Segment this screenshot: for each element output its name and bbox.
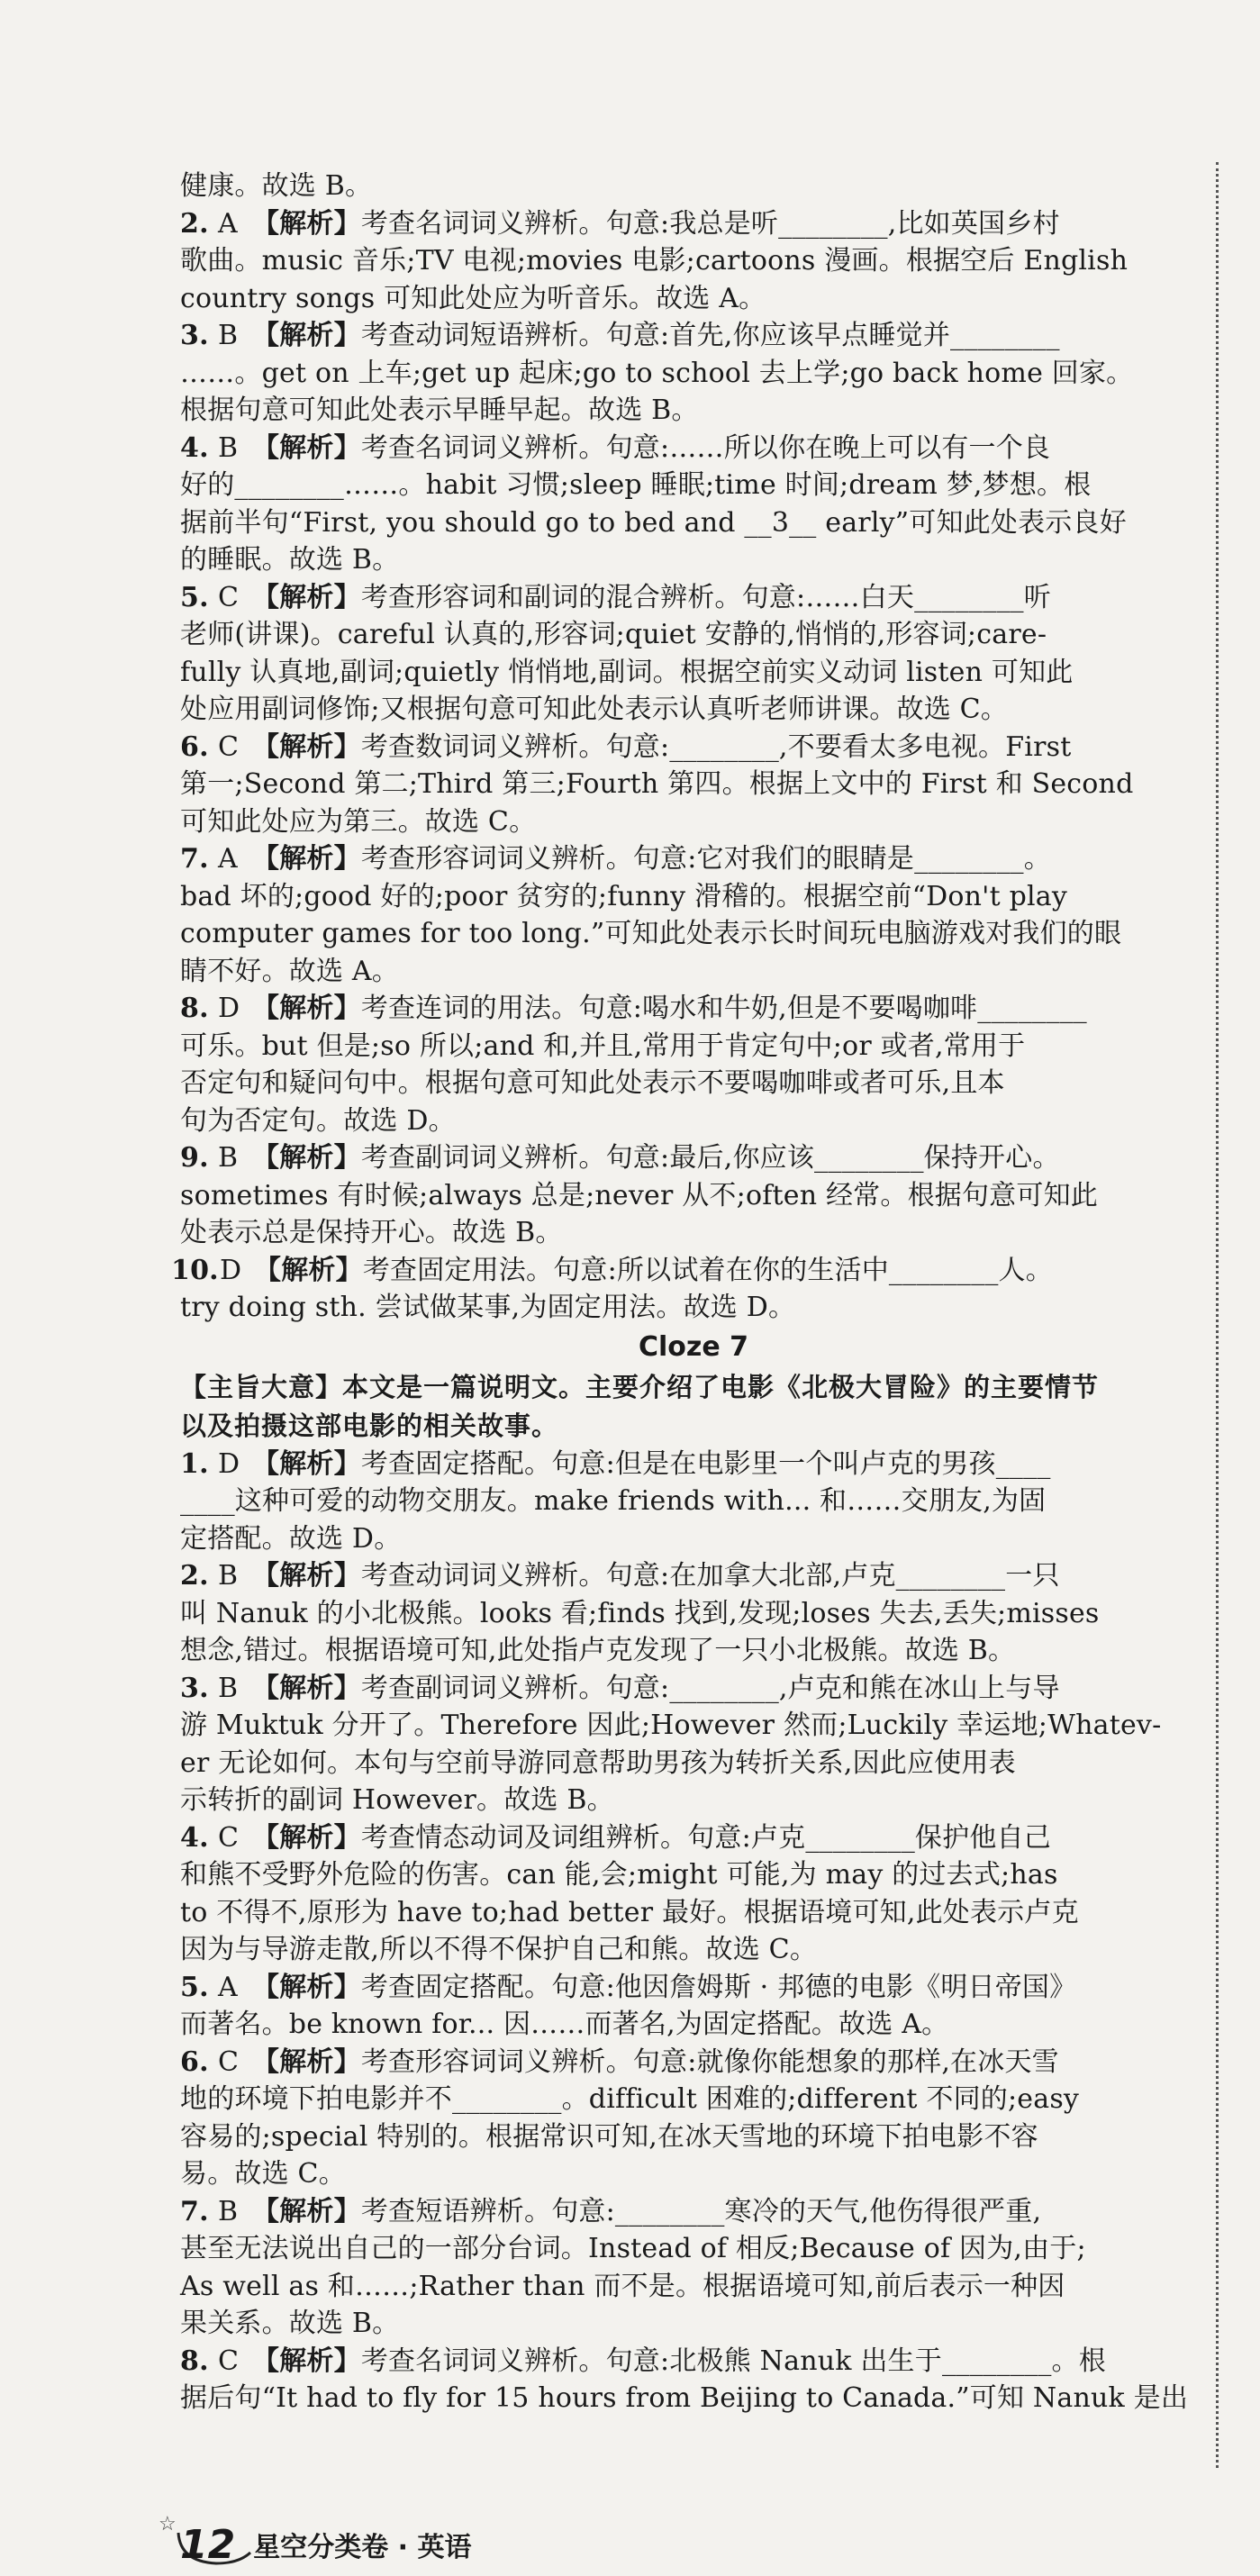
- item-number: 3.: [180, 320, 209, 351]
- answer-item-line: [180, 467, 1207, 504]
- cloze7-answers: [180, 1446, 1207, 2417]
- explanation-text: bad 坏的;good 好的;poor 贫穷的;funny 滑稽的。根据空前“Don't play: [180, 880, 1068, 912]
- answer-item-line: [180, 1214, 1207, 1252]
- item-answer-letter: C: [218, 2045, 240, 2078]
- explanation-text: 可知此处应为第三。故选 C。: [180, 805, 537, 838]
- explanation-text: 【解析】考查固定搭配。句意:他因詹姆斯 · 邦德的电影《明日帝国》: [252, 1971, 1077, 2003]
- analysis-tag: 【解析】: [252, 843, 361, 875]
- explanation-text: 【解析】考查动词短语辨析。句意:首先,你应该早点睡觉并________: [252, 320, 1060, 351]
- item-answer-letter: B: [218, 431, 239, 464]
- answer-item-line: [180, 355, 1207, 393]
- explanation-text: 【解析】考查名词词义辨析。句意:我总是听________,比如英国乡村: [252, 207, 1060, 240]
- analysis-tag: 【解析】: [252, 1672, 361, 1704]
- cloze6-answers: [171, 205, 1207, 1327]
- explanation-text: 处表示总是保持开心。故选 B。: [180, 1217, 563, 1248]
- answer-item-line: [180, 691, 1207, 729]
- explanation-text: 【解析】考查名词词义辨析。句意:……所以你在晚上可以有一个良: [252, 431, 1051, 464]
- analysis-tag: 【解析】: [252, 1560, 361, 1592]
- explanation-text: 可乐。but 但是;so 所以;and 和,并且,常用于肯定句中;or 或者,常用于: [180, 1029, 1026, 1062]
- explanation-text: 和熊不受野外危险的伤害。can 能,会;might 可能,为 may 的过去式;has: [180, 1859, 1058, 1891]
- answer-item-line: [180, 1102, 1207, 1140]
- item-number: 1.: [180, 1447, 209, 1480]
- answer-item-line: [180, 1632, 1207, 1670]
- item-answer-letter: C: [218, 581, 240, 613]
- answer-content: [171, 168, 1207, 2417]
- answer-item-first-line: [180, 2044, 1207, 2082]
- answer-item-line: [180, 2268, 1207, 2306]
- explanation-text: 想念,错过。根据语境可知,此处指卢克发现了一只小北极熊。故选 B。: [180, 1635, 1016, 1666]
- answer-item-first-line: [180, 2343, 1207, 2381]
- book-title: 星空分类卷 · 英语: [253, 2532, 472, 2563]
- item-number: 8.: [180, 993, 209, 1024]
- answer-item-line: [180, 2305, 1207, 2343]
- explanation-text: fully 认真地,副词;quietly 悄悄地,副词。根据空前实义动词 listen 可知此: [180, 656, 1074, 688]
- explanation-text: 【解析】考查情态动词及词组辨析。句意:卢克________保护他自己: [252, 1821, 1051, 1854]
- explanation-text: 好的________……。habit 习惯;sleep 睡眠;time 时间;dream 梦,梦想。根: [180, 469, 1092, 501]
- item-answer-letter: D: [220, 1254, 242, 1286]
- explanation-text: 第一;Second 第二;Third 第三;Fourth 第四。根据上文中的 First 和 Second: [180, 768, 1134, 800]
- item-number: 7.: [180, 843, 209, 875]
- explanation-text: 【解析】考查形容词词义辨析。句意:它对我们的眼睛是________。: [252, 843, 1051, 875]
- answer-item-line: [180, 2081, 1207, 2118]
- answer-item-line: [180, 1894, 1207, 1932]
- analysis-tag: 【解析】: [252, 2195, 361, 2227]
- continued-line: 健康。故选 B。: [180, 170, 373, 202]
- analysis-tag: 【解析】: [252, 207, 361, 240]
- answer-item-first-line: [180, 205, 1207, 243]
- answer-item-line: [180, 915, 1207, 953]
- star-icon: ☆: [159, 2513, 177, 2535]
- explanation-text: 叫 Nanuk 的小北极熊。looks 看;finds 找到,发现;loses 失去,丢失;misses: [180, 1597, 1100, 1629]
- explanation-text: 【解析】考查形容词和副词的混合辨析。句意:……白天________听: [252, 581, 1051, 613]
- item-number: 4.: [180, 431, 209, 464]
- explanation-text: 地的环境下拍电影并不________。difficult 困难的;different 不同的;easy: [180, 2083, 1080, 2115]
- explanation-text: 果关系。故选 B。: [180, 2308, 400, 2339]
- item-answer-letter: B: [218, 2195, 239, 2227]
- item-number: 9.: [180, 1142, 209, 1174]
- explanation-text: country songs 可知此处应为听音乐。故选 A。: [180, 282, 766, 314]
- item-answer-letter: B: [218, 1672, 239, 1704]
- explanation-text: 而著名。be known for... 因……而著名,为固定搭配。故选 A。: [180, 2009, 949, 2040]
- explanation-text: computer games for too long.”可知此处表示长时间玩电脑游戏对我们的眼: [180, 918, 1122, 949]
- item-number: 6.: [180, 2045, 209, 2078]
- answer-item-first-line: [180, 729, 1207, 766]
- item-number: 5.: [180, 1971, 209, 2003]
- answer-item-line: [180, 1745, 1207, 1782]
- answer-item-line: [180, 878, 1207, 916]
- page-footer: [180, 2517, 472, 2571]
- answer-item-first-line: [180, 579, 1207, 617]
- answer-item-first-line: [180, 1557, 1207, 1595]
- explanation-text: ……。get on 上车;get up 起床;go to school 去上学;go back home 回家。: [180, 357, 1134, 389]
- item-number: 6.: [180, 730, 209, 763]
- explanation-text: 【解析】考查副词词义辨析。句意:最后,你应该________保持开心。: [252, 1142, 1060, 1174]
- explanation-text: 【解析】考查连词的用法。句意:喝水和牛奶,但是不要喝咖啡________: [252, 993, 1087, 1024]
- explanation-text: 的睡眠。故选 B。: [180, 544, 400, 576]
- explanation-text: to 不得不,原形为 have to;had better 最好。根据语境可知,此处表示卢克: [180, 1896, 1079, 1928]
- item-answer-letter: A: [218, 1971, 238, 2003]
- answer-item-line: [180, 1856, 1207, 1894]
- item-answer-letter: B: [218, 1560, 239, 1592]
- explanation-text: 因为与导游走散,所以不得不保护自己和熊。故选 C。: [180, 1934, 818, 1965]
- item-answer-letter: B: [218, 1142, 239, 1174]
- answer-item-first-line: [180, 2193, 1207, 2231]
- explanation-text: 容易的;special 特别的。根据常识可知,在冰天雪地的环境下拍电影不容: [180, 2120, 1038, 2153]
- explanation-text: 处应用副词修饰;又根据句意可知此处表示认真听老师讲课。故选 C。: [180, 694, 1008, 725]
- item-number: 5.: [180, 581, 209, 613]
- explanation-text: 歌曲。music 音乐;TV 电视;movies 电影;cartoons 漫画。根据空后 English: [180, 245, 1129, 277]
- analysis-tag: 【解析】: [252, 431, 361, 464]
- explanation-text: 句为否定句。故选 D。: [180, 1104, 456, 1137]
- answer-item-line: [180, 242, 1207, 280]
- answer-item-line: [180, 541, 1207, 579]
- item-answer-letter: C: [218, 2345, 240, 2377]
- answer-item-line: [180, 1782, 1207, 1819]
- answer-item-line: [180, 1931, 1207, 1969]
- explanation-text: try doing sth. 尝试做某事,为固定用法。故选 D。: [180, 1292, 796, 1323]
- answer-item-first-line: [180, 840, 1207, 878]
- analysis-tag: 【解析】: [252, 581, 361, 613]
- answer-item-first-line: [180, 1969, 1207, 2007]
- analysis-tag: 【解析】: [252, 1447, 361, 1480]
- explanation-text: ____这种可爱的动物交朋友。make friends with... 和……交朋友,为固: [180, 1485, 1047, 1517]
- answer-item-first-line: [180, 430, 1207, 467]
- analysis-tag: 【解析】: [252, 1821, 361, 1854]
- answer-item-line: [180, 1595, 1207, 1633]
- explanation-text: 【解析】考查名词词义辨析。句意:北极熊 Nanuk 出生于________。根: [252, 2345, 1106, 2377]
- answer-item-line: [180, 616, 1207, 654]
- answer-item-line: [180, 1177, 1207, 1215]
- item-answer-letter: A: [218, 843, 238, 875]
- explanation-text: 睛不好。故选 A。: [180, 955, 400, 987]
- item-number: 7.: [180, 2195, 209, 2227]
- theme-line: 以及拍摄这部电影的相关故事。: [180, 1410, 559, 1441]
- answer-item-line: [180, 504, 1207, 542]
- explanation-text: sometimes 有时候;always 总是;never 从不;often 经常。根据句意可知此: [180, 1179, 1098, 1211]
- explanation-text: 【解析】考查副词词义辨析。句意:________,卢克和熊在冰山上与导: [252, 1672, 1060, 1704]
- item-number: 8.: [180, 2345, 209, 2377]
- answer-item-line: [180, 1707, 1207, 1745]
- analysis-tag: 【解析】: [252, 320, 361, 351]
- item-answer-letter: A: [218, 207, 238, 240]
- item-number: 2.: [180, 1560, 209, 1592]
- analysis-tag: 【解析】: [252, 993, 361, 1024]
- explanation-text: 【解析】考查固定搭配。句意:但是在电影里一个叫卢克的男孩____: [252, 1447, 1051, 1480]
- explanation-text: 甚至无法说出自己的一部分台词。Instead of 相反;Because of 因为,由于;: [180, 2233, 1086, 2264]
- analysis-tag: 【解析】: [252, 1971, 361, 2003]
- item-number: 4.: [180, 1821, 209, 1854]
- explanation-text: 据前半句“First, you should go to bed and __3__ early”可知此处表示良好: [180, 506, 1127, 539]
- page-number: 12: [180, 2521, 236, 2568]
- explanation-text: 【解析】考查数词词义辨析。句意:________,不要看太多电视。First: [252, 730, 1072, 763]
- answer-item-line: [180, 654, 1207, 692]
- theme-line: 【主旨大意】本文是一篇说明文。主要介绍了电影《北极大冒险》的主要情节: [180, 1371, 1100, 1402]
- answer-item-first-line: [180, 990, 1207, 1028]
- column-divider: [1216, 162, 1219, 2468]
- explanation-text: 据后句“It had to fly for 15 hours from Beijing to Canada.”可知 Nanuk 是出: [180, 2382, 1189, 2414]
- answer-item-line: [180, 766, 1207, 803]
- answer-item-line: [180, 803, 1207, 841]
- item-number: 10.: [171, 1254, 219, 1286]
- explanation-text: 易。故选 C。: [180, 2158, 346, 2190]
- explanation-text: As well as 和……;Rather than 而不是。根据语境可知,前后表示一种因: [180, 2270, 1065, 2302]
- explanation-text: 定搭配。故选 D。: [180, 1522, 402, 1555]
- item-answer-letter: C: [218, 730, 240, 763]
- answer-item-line: [180, 1483, 1207, 1520]
- item-answer-letter: C: [218, 1821, 240, 1854]
- answer-item-first-line: [171, 1252, 1207, 1290]
- answer-item-first-line: [180, 1670, 1207, 1708]
- answer-item-line: [180, 2230, 1207, 2268]
- cloze7-heading: Cloze 7: [638, 1330, 749, 1363]
- item-answer-letter: D: [218, 1447, 240, 1480]
- item-answer-letter: B: [218, 320, 239, 351]
- item-number: 3.: [180, 1672, 209, 1704]
- answer-item-line: [180, 392, 1207, 430]
- explanation-text: er 无论如何。本句与空前导游同意帮助男孩为转折关系,因此应使用表: [180, 1746, 1016, 1779]
- explanation-text: 【解析】考查动词词义辨析。句意:在加拿大北部,卢克________一只: [252, 1560, 1060, 1592]
- answer-item-line: [180, 1520, 1207, 1558]
- explanation-text: 【解析】考查形容词词义辨析。句意:就像你能想象的那样,在冰天雪: [252, 2045, 1059, 2078]
- answer-item-line: [180, 2006, 1207, 2044]
- answer-item-line: [180, 1028, 1207, 1066]
- answer-item-line: [180, 953, 1207, 991]
- analysis-tag: 【解析】: [252, 730, 361, 763]
- answer-item-line: [180, 2380, 1207, 2417]
- analysis-tag: 【解析】: [252, 1142, 361, 1174]
- answer-item-first-line: [180, 1139, 1207, 1177]
- explanation-text: 老师(讲课)。careful 认真的,形容词;quiet 安静的,悄悄的,形容词;care-: [180, 619, 1047, 650]
- answer-item-first-line: [180, 1446, 1207, 1483]
- analysis-tag: 【解析】: [252, 2045, 361, 2078]
- answer-item-line: [180, 1065, 1207, 1102]
- answer-item-line: [180, 2155, 1207, 2193]
- explanation-text: 游 Muktuk 分开了。Therefore 因此;However 然而;Luckily 幸运地;Whatev-: [180, 1710, 1162, 1741]
- explanation-text: 【解析】考查短语辨析。句意:________寒冷的天气,他伤得很严重,: [252, 2195, 1042, 2227]
- answer-item-first-line: [180, 317, 1207, 355]
- item-number: 2.: [180, 207, 209, 240]
- answer-item-line: [180, 2118, 1207, 2156]
- analysis-tag: 【解析】: [252, 2345, 361, 2377]
- analysis-tag: 【解析】: [254, 1254, 363, 1286]
- explanation-text: 否定句和疑问句中。根据句意可知此处表示不要喝咖啡或者可乐,且本: [180, 1067, 1005, 1099]
- answer-item-line: [180, 1289, 1207, 1327]
- explanation-text: 根据句意可知此处表示早睡早起。故选 B。: [180, 395, 699, 426]
- explanation-text: 示转折的副词 However。故选 B。: [180, 1784, 614, 1816]
- item-answer-letter: D: [218, 993, 240, 1024]
- explanation-text: 【解析】考查固定用法。句意:所以试着在你的生活中________人。: [254, 1254, 1053, 1286]
- answer-item-line: [180, 280, 1207, 318]
- answer-item-first-line: [180, 1819, 1207, 1857]
